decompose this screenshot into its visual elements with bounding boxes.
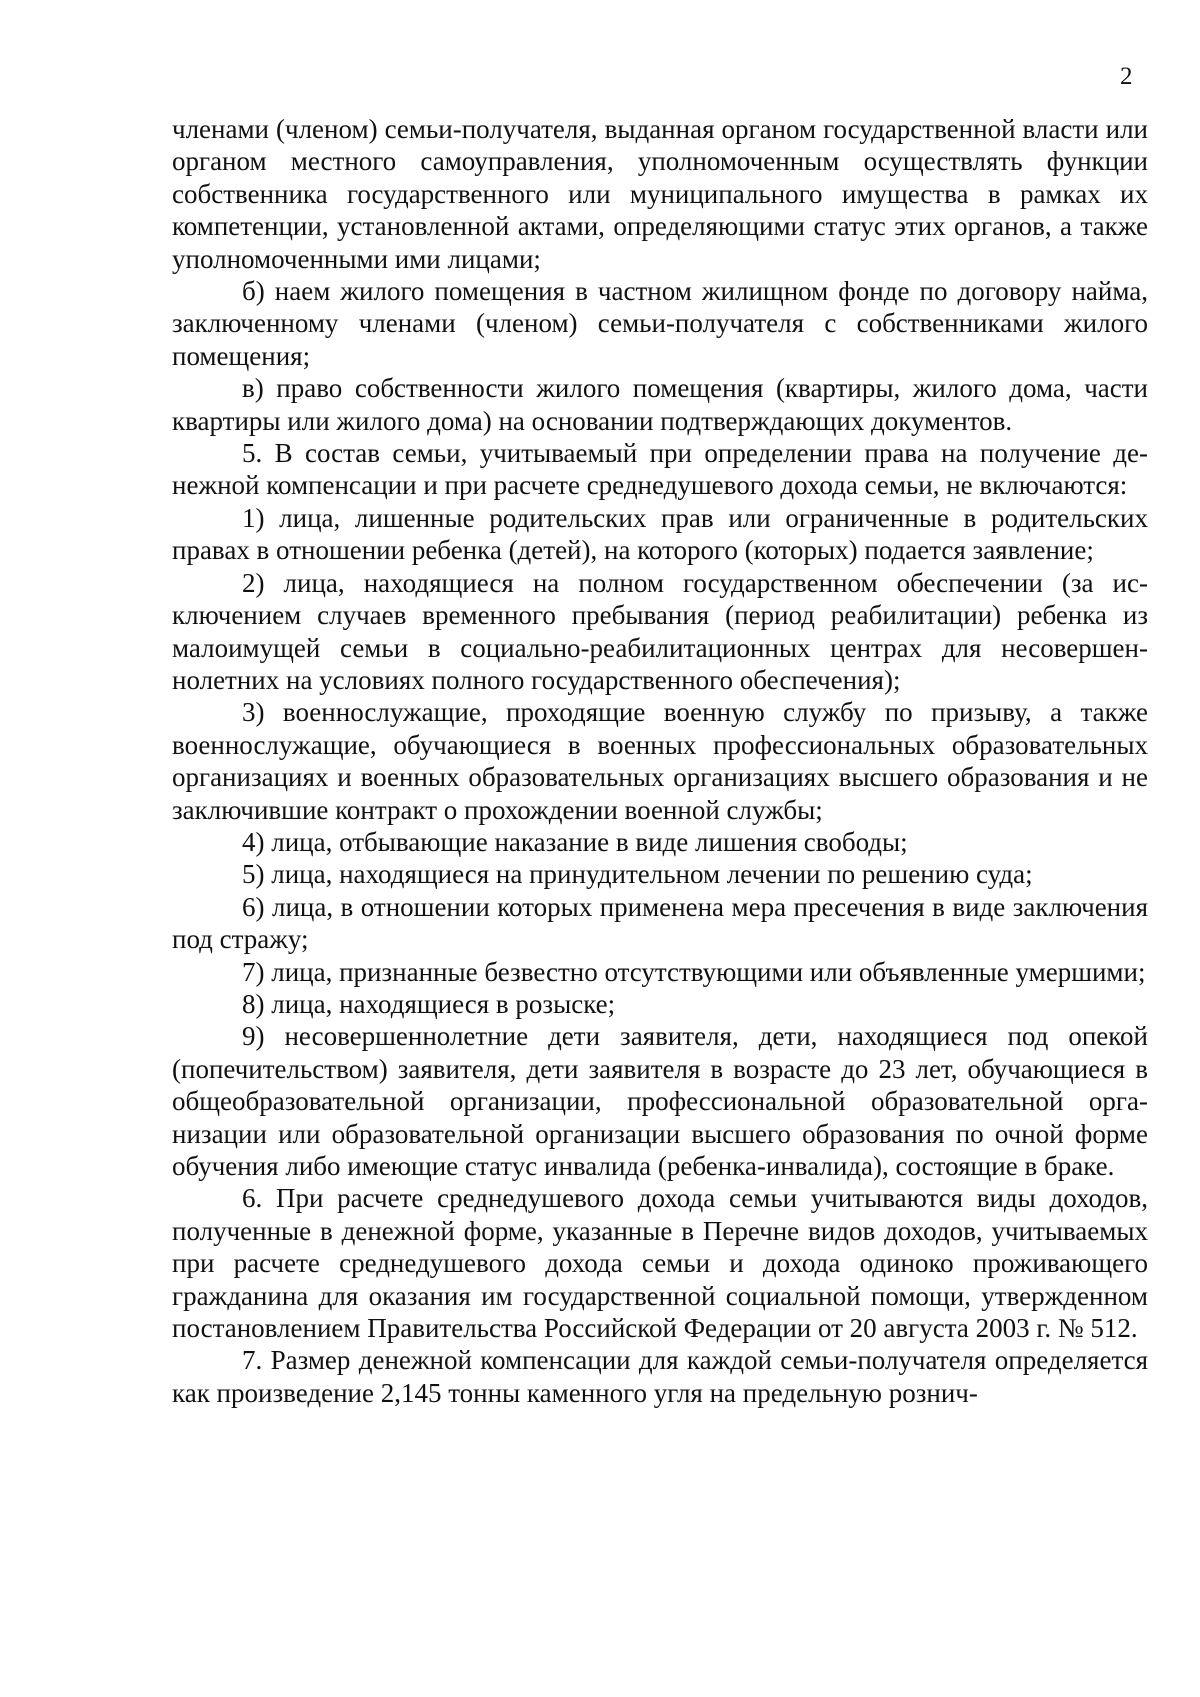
paragraph-item-b: б) наем жилого помещения в частном жилищном фонде по договору найма, заключенному членами (членом) семьи-получателя с собственниками жилого помещения; [172,276,1148,371]
paragraph-item-8: 8) лица, находящиеся в розыске; [242,988,616,1019]
paragraph-item-3: 3) военнослужащие, проходящие военную службу по призыву, а также военнослужащие, обучающиеся в военных профессиональных образовательных организациях и военных образовательных организациях высшего образования и не заключившие контракт о прохождении военной службы; [172,697,1148,825]
paragraph-item-2: 2) лица, находящиеся на полном государственном обеспечении (за исключением случаев временного пребывания (период реабилитации) ребенка из малоимущей семьи в социально-реабилитационных центрах для несовершеннолетних на условиях полного государственного обеспечения); [172,567,1148,695]
paragraph-item-9: 9) несовершеннолетние дети заявителя, дети, находящиеся под опекой (попечительством) заявителя, дети заявителя в возрасте до 23 лет, обучающиеся в общеобразовательной организации, профессиональной образовательной организации или образовательной организации высшего образования по очной форме обучения либо имеющие статус инвалида (ребенка-инвалида), состоящие в браке. [172,1021,1148,1181]
paragraph-item-5: 5) лица, находящиеся на принудительном лечении по решению суда; [242,859,1033,890]
paragraph-section-7: 7. Размер денежной компенсации для каждой семьи-получателя определяется как произведение 2,145 тонны каменного угля на предельную рознич- [172,1345,1148,1408]
paragraph-item-1: 1) лица, лишенные родительских прав или ограниченные в родительских правах в отношении ребенка (детей), на которого (которых) подается заявление; [172,502,1148,566]
paragraph-section-6: 6. При расчете среднедушевого дохода семьи учитываются виды доходов, полученные в денежной форме, указанные в Перечне видов доходов, учитываемых при расчете среднедушевого дохода семьи и дохода одиноко проживающего гражданина для оказания им государственной социальной помощи, утвержденном постановлением Правительства Российской Федерации от 20 августа 2003 г. № 512. [172,1183,1148,1344]
paragraph-section-5: 5. В состав семьи, учитываемый при определении права на получение денежной компенсации и при расчете среднедушевого дохода семьи, не включаются: [172,438,1148,501]
page-number: 2 [1120,63,1133,90]
paragraph-item-v: в) право собственности жилого помещения (квартиры, жилого дома, части квартиры или жилого дома) на основании подтверждающих документов. [172,373,1148,436]
document-body [172,113,1148,1409]
paragraph-continuation: членами (членом) семьи-получателя, выданная органом государственной власти или органом местного самоуправления, уполномоченным осуществлять функции собственника государственного или муниципального имущества в рамках их компетенции, установленной актами, определяющими статус этих органов, а также уполномоченными ими лицами; [172,114,1148,274]
paragraph-item-4: 4) лица, отбывающие наказание в виде лишения свободы; [242,826,908,857]
paragraph-item-6: 6) лица, в отношении которых применена мера пресечения в виде заключения под стражу; [172,891,1148,955]
paragraph-item-7: 7) лица, признанные безвестно отсутствующими или объявленные умершими; [242,956,1146,987]
